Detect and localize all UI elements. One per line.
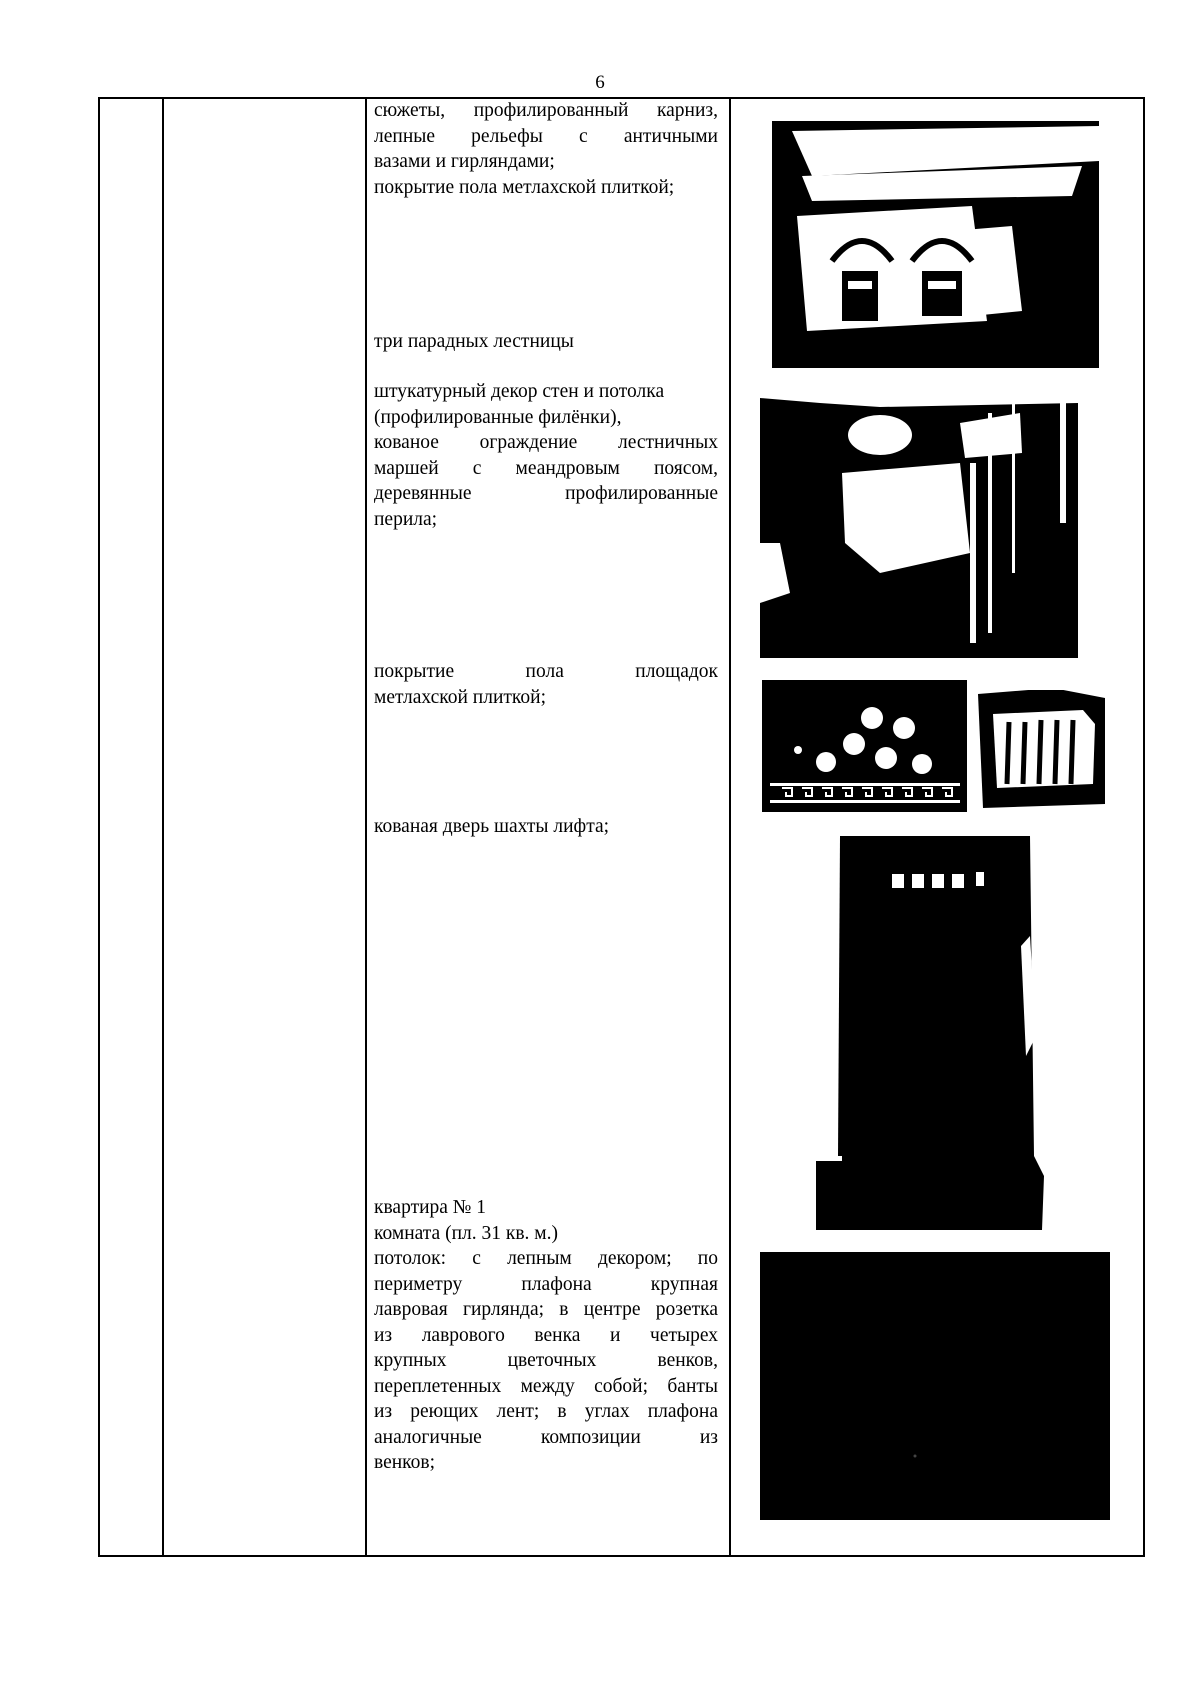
text-line: (профилированные филёнки),: [374, 406, 622, 428]
text-line: из реющих лент; в углах плафона: [374, 1401, 718, 1422]
text-line: маршей с меандровым поясом,: [374, 457, 718, 479]
row-1-description: [374, 98, 718, 200]
text-line: потолок: с лепным декором; по: [374, 1248, 718, 1269]
row-5-description: [374, 814, 718, 840]
vestibule-photo: [772, 121, 1099, 368]
text-line: перила;: [374, 508, 438, 530]
elevator-door-photo: [816, 836, 1053, 1230]
text-line: покрытие пола площадок: [374, 661, 718, 682]
column-divider: [365, 99, 367, 1555]
railing-photo: [973, 684, 1110, 812]
text-line: периметру плафона крупная: [374, 1273, 718, 1295]
text-line: лепные рельефы с античными: [374, 125, 718, 147]
text-line: крупных цветочных венков,: [374, 1350, 718, 1371]
column-divider: [729, 99, 731, 1555]
staircase-photo: [760, 393, 1078, 658]
text-line: вазами и гирляндами;: [374, 151, 555, 172]
column-divider: [162, 99, 164, 1555]
row-4-description: [374, 659, 718, 710]
row-2-description: [374, 329, 718, 355]
text-line: три парадных лестницы: [374, 331, 574, 352]
text-line: штукатурный декор стен и потолка: [374, 381, 665, 402]
text-line: кованая дверь шахты лифта;: [374, 816, 610, 837]
apartment-title: квартира № 1: [374, 1197, 487, 1218]
ceiling-photo: [760, 1252, 1110, 1520]
text-line: сюжеты, профилированный карниз,: [374, 100, 718, 121]
text-line: из лаврового венка и четырех: [374, 1324, 718, 1346]
text-line: деревянные профилированные: [374, 483, 718, 504]
page-number: 6: [595, 72, 605, 93]
text-line: метлахской плиткой;: [374, 686, 547, 708]
text-line: венков;: [374, 1452, 436, 1473]
text-line: аналогичные композиции из: [374, 1426, 718, 1448]
room-subtitle: комната (пл. 31 кв. м.): [374, 1222, 559, 1244]
text-line: кованое ограждение лестничных: [374, 432, 718, 453]
text-line: покрытие пола метлахской плиткой;: [374, 176, 675, 198]
row-3-description: [374, 379, 718, 532]
text-line: переплетенных между собой; банты: [374, 1375, 718, 1397]
row-6-description: [374, 1195, 718, 1476]
floor-tile-photo: [762, 680, 967, 812]
text-line: лавровая гирлянда; в центре розетка: [374, 1299, 718, 1320]
